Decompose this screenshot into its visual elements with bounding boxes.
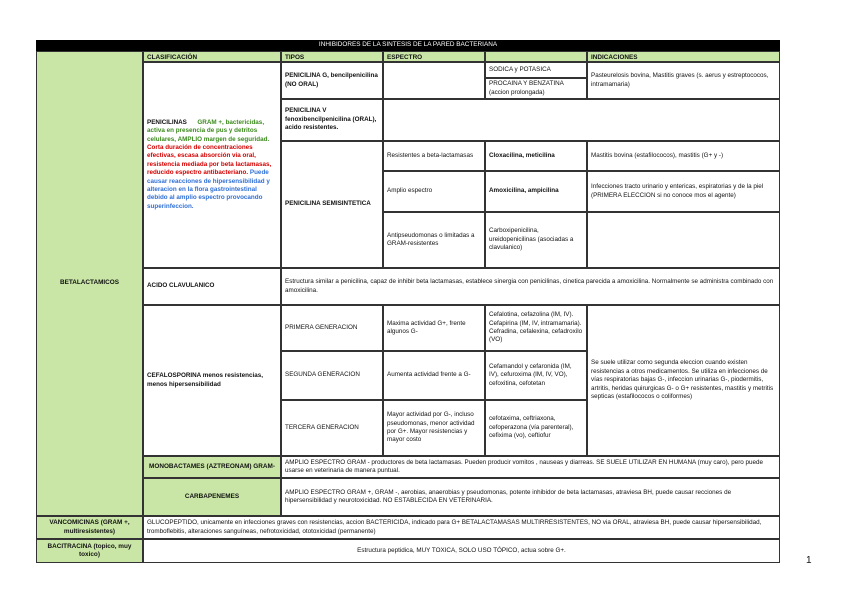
primera-espectro-cell: [383, 305, 485, 351]
segunda-ejemplos-label: Cefamandol y cefaronida (IM, IV), cefuroxima (IM, IV, VO), cefoxitina, cefotetan: [489, 362, 572, 387]
penicilinas-name: PENICILINAS: [147, 118, 187, 126]
penicilina-g-ind-label: Pasteurelosis bovina, Mastitis graves (s. aerus y estreptococos, intramamaria): [591, 72, 769, 88]
primera-generacion-cell: [281, 305, 383, 351]
carboxi-cell: [485, 212, 587, 268]
segunda-espectro-label: Aumenta actividad frente a G-: [387, 371, 471, 379]
amplio-cell: [383, 171, 485, 212]
monobactames-label: MONOBACTAMES (AZTREONAM) GRAM-: [149, 462, 275, 470]
primera-espectro-label: Maxima actividad G+, frente algunos G-: [387, 319, 466, 335]
vancomicinas-desc: GLUCOPEPTIDO, unicamente en infecciones graves con resistencias, accion BACTERICIDA, indicado para G+ BETALACTAMASAS MULTIRRESISTENTES, NO via ORAL, atraviesa BH, puede causar hipersensibilidad, tromboflebitis, alteraciones sanguíneas, nefrotoxicidad, ototoxicidad (permanente): [147, 519, 762, 535]
acido-clavulanico-desc: Estructura similar a penicilina, capaz de inhibir beta lactamasas, establece sinergia con penicilinas, cinetica parecida a amoxicilina. Normalmente se administra combinado con amoxicilina.: [285, 278, 774, 294]
header-clasificacion: CLASIFICACIÓN: [143, 51, 281, 62]
penicilina-g-espectro: [383, 62, 485, 99]
amoxicilina-label: Amoxicilina, ampicilina: [489, 187, 559, 195]
primera-ejemplos-label: Cefalotina, cefazolina (IM, IV). Cefapirina (IM, IV, intramamaria). Cefradina, cefalexina, cefadroxilo (VO): [489, 311, 583, 344]
bacitracina-label: BACITRACINA (topico, muy toxico): [47, 542, 132, 558]
primera-generacion-label: PRIMERA GENERACION: [285, 323, 358, 331]
carboxi-label: Carboxipenicilina, ureidopenicilinas (asociadas a clavulanico): [489, 227, 574, 252]
tercera-ejemplos-cell: [485, 400, 587, 456]
bacitracina-desc-cell: [143, 539, 780, 563]
semisintetica-label: PENICILINA SEMISINTETICA: [285, 200, 371, 208]
amoxicilina-cell: [485, 171, 587, 212]
monobactames-cell: [143, 456, 281, 478]
carboxi-ind-empty: [587, 212, 780, 268]
tercera-ejemplos-label: cefotaxima, ceftriaxona, cefoperazona (vía parenteral), cefixima (vo), ceftiofur: [489, 415, 574, 440]
tercera-generacion-cell: [281, 400, 383, 456]
segunda-espectro-cell: [383, 351, 485, 400]
carbapenemes-label: CARBAPENEMES: [184, 492, 240, 500]
resistentes-cell: [383, 141, 485, 171]
sodica-label: SODICA y POTASICA: [489, 65, 551, 73]
vancomicinas-desc-cell: [143, 516, 780, 539]
procaina-cell: [485, 78, 587, 99]
procaina-label: PROCAINA Y BENZATINA (accion prolongada): [489, 80, 564, 96]
segunda-generacion-cell: [281, 351, 383, 400]
cloxacilina-cell: [485, 141, 587, 171]
header-indicaciones: INDICACIONES: [587, 51, 780, 62]
antipseudomonas-label: Antipseudomonas o limitadas a GRAM-resistentes: [387, 231, 475, 247]
acido-clavulanico-cell: [143, 268, 281, 305]
header-tipos: TIPOS: [281, 51, 383, 62]
primera-ejemplos-cell: [485, 305, 587, 351]
semisintetica-cell: [281, 141, 383, 268]
monobactames-desc: AMPLIO ESPECTRO GRAM - productores de beta lactamasas. Pueden producir vomitos , nauseas y diarreas. SE SUELE UTILIZAR EN HUMANA (muy caro), pero puede usarse en veterinaria de manera puntual.: [285, 458, 764, 474]
cefalosporina-cell: [143, 305, 281, 456]
penicilinas-desc-blue: Puede causar reacciones de hipersensibilidad y alteracion en la flora gastrointestinal debido al amplio espectro provocando superinfeccion.: [147, 169, 270, 210]
table-title: INHIBIDORES DE LA SINTESIS DE LA PARED BACTERIANA: [36, 40, 780, 51]
penicilinas-desc-green: bactericidas, activa en presencia de pus y detritos celulares, AMPLIO margen de seguridad.: [147, 118, 270, 143]
penicilinas-desc-red: Corta duración de concentraciones efectivas, escasa absorción via oral, resistencia mediada por beta lactamasas, reducido espectro antibacteriano.: [147, 143, 272, 177]
cefalosporina-ind-cell: [587, 305, 780, 456]
penicilina-v-empty: [383, 99, 780, 141]
header-empty: [485, 51, 587, 62]
cloxacilina-ind-label: Mastitis bovina (estafilococos), mastitis (G+ y -): [591, 151, 724, 159]
cefalosporina-label: CEFALOSPORINA menos resistencias, menos hipersensibilidad: [147, 372, 263, 388]
segunda-generacion-label: SEGUNDA GENERACION: [285, 371, 360, 379]
tercera-espectro-cell: [383, 400, 485, 456]
header-espectro: ESPECTRO: [383, 51, 485, 62]
betalactamicos-label: BETALACTAMICOS: [59, 279, 120, 287]
cloxacilina-label: Cloxacilina, meticilina: [489, 151, 555, 159]
penicilina-v-cell: [281, 99, 383, 141]
amoxicilina-ind-label: Infecciones tracto urinario y entericas, espiratorias y de la piel (PRIMERA ELECCION si no conoce mos el agente): [591, 183, 764, 199]
cloxacilina-ind-cell: [587, 141, 780, 171]
bacitracina-desc: Estructura peptidica, MUY TOXICA, SOLO USO TÓPICO, actua sobre G+.: [357, 546, 566, 554]
segunda-ejemplos-cell: [485, 351, 587, 400]
vancomicinas-label: VANCOMICINAS (GRAM +, multiresistentes): [49, 519, 130, 535]
resistentes-label: Resistentes a beta-lactamasas: [387, 151, 474, 159]
amoxicilina-ind-cell: [587, 171, 780, 212]
monobactames-desc-cell: [281, 456, 780, 478]
carbapenemes-desc: AMPLIO ESPECTRO GRAM +, GRAM -, aerobias, anaerobias y pseudomonas, potente inhibidor de beta lactamasas, atraviesa BH, puede causar recciones de hipersensibilidad y neurotoxicidad. NO ESTABLECIDA EN VETERINARIA.: [285, 488, 732, 504]
sodica-cell: [485, 62, 587, 78]
penicilinas-cell: [143, 62, 281, 268]
tercera-espectro-label: Mayor actividad por G-, incluso pseudomonas, menor actividad por G+. Mayor resistencias y mayor costo: [387, 411, 475, 444]
carbapenemes-cell: [143, 478, 281, 516]
amplio-label: Amplio espectro: [387, 187, 433, 195]
vancomicinas-cell: [36, 516, 143, 539]
cefalosporina-ind-label: Se suele utilizar como segunda eleccion cuando existen resistencias a otros medicamentos. Se utiliza en infecciones de vías respiratorias bajas G-, infeccion urinarias G-, piodermitis, artritis, heridas quirurgicas G- o G+ resistentes, mastitis y metritis septicas (estafilococos o coliformes): [591, 359, 774, 401]
penicilina-v-label: PENICILINA V fenoxibencilpenicilina (ORAL), acido resistentes.: [285, 107, 377, 132]
betalactamicos-cell: [36, 51, 143, 516]
penicilina-g-cell: [281, 62, 383, 99]
carbapenemes-desc-cell: [281, 478, 780, 516]
bacitracina-cell: [36, 539, 143, 563]
penicilinas-gram: GRAM +,: [197, 118, 224, 126]
penicilina-g-label: PENICILINA G, bencilpenicilina (NO ORAL): [285, 72, 378, 88]
antipseudomonas-cell: [383, 212, 485, 268]
tercera-generacion-label: TERCERA GENERACION: [285, 423, 359, 431]
page-number: 1: [806, 555, 812, 566]
acido-clavulanico-label: ACIDO CLAVULANICO: [147, 282, 215, 290]
penicilina-g-indicaciones: [587, 62, 780, 99]
acido-clavulanico-desc-cell: [281, 268, 780, 305]
